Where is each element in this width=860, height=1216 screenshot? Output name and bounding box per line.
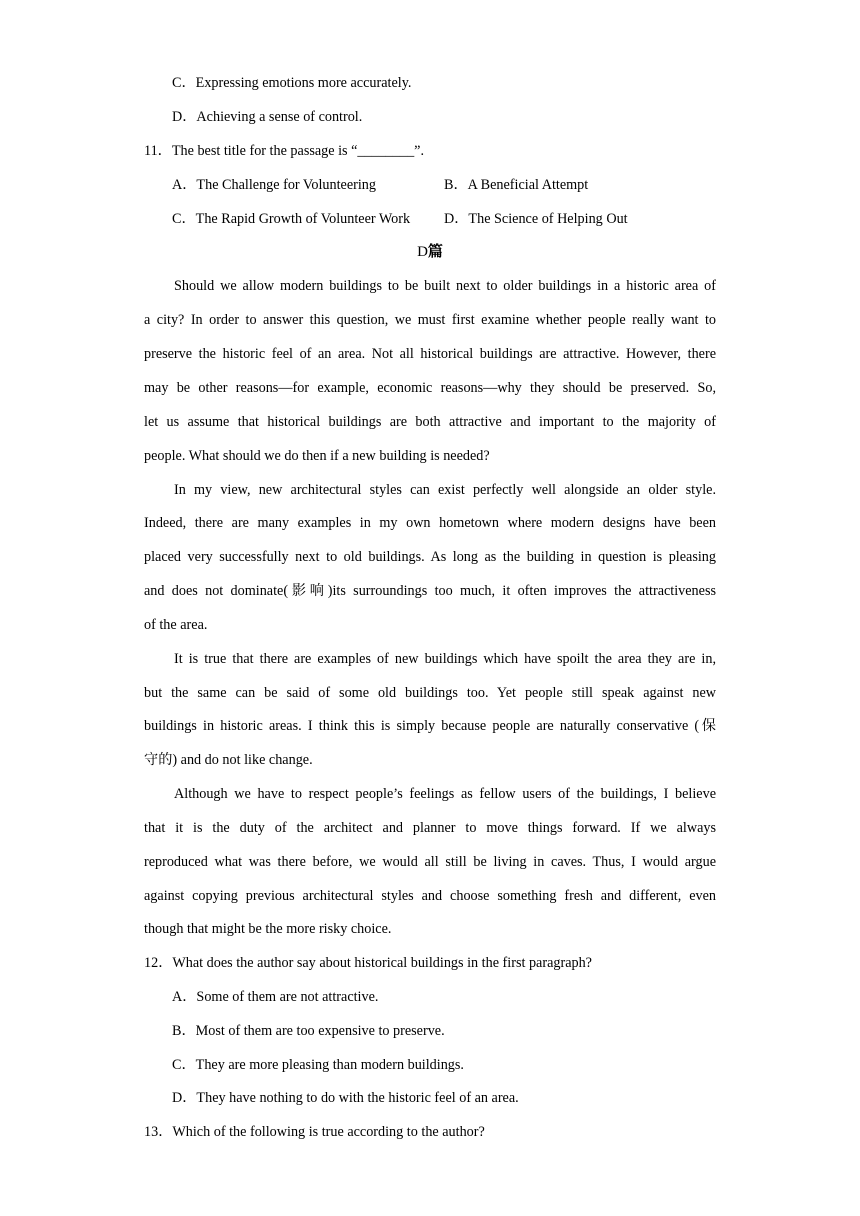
p1-line-6: people. What should we do then if a new building is needed? xyxy=(144,448,490,464)
p3-line-4: 守的) and do not like change. xyxy=(144,752,313,768)
p1-line-3: preserve the historic feel of an area. Not all historical buildings are attractive. However, there xyxy=(144,346,716,362)
p2-line-1: In my view, new architectural styles can exist perfectly well alongside an older style. xyxy=(174,482,716,498)
q12-option-b: B．Most of them are too expensive to preserve. xyxy=(172,1023,445,1039)
p1-line-1: Should we allow modern buildings to be built next to older buildings in a historic area of xyxy=(174,278,716,294)
p2-line-5: of the area. xyxy=(144,617,208,633)
q12-option-a: A．Some of them are not attractive. xyxy=(172,989,379,1005)
p1-line-5: let us assume that historical buildings are both attractive and important to the majority of xyxy=(144,414,716,430)
p4-line-3: reproduced what was there before, we would all still be living in caves. Thus, I would argue xyxy=(144,854,716,870)
q12-option-d: D．They have nothing to do with the historic feel of an area. xyxy=(172,1090,519,1106)
q10-option-c: C．Expressing emotions more accurately. xyxy=(172,75,412,91)
p3-line-1: It is true that there are examples of new buildings which have spoilt the area they are in, xyxy=(174,651,716,667)
q12-option-c: C．They are more pleasing than modern buildings. xyxy=(172,1057,464,1073)
p3-line-3: buildings in historic areas. I think this is simply because people are naturally conservative (保 xyxy=(144,718,716,734)
p4-line-4: against copying previous architectural styles and choose something fresh and different, even xyxy=(144,888,716,904)
p2-line-4: and does not dominate(影响)its surroundings too much, it often improves the attractiveness xyxy=(144,583,716,599)
q11-option-c: C．The Rapid Growth of Volunteer Work xyxy=(172,211,411,227)
section-heading: D篇 xyxy=(417,244,443,260)
p3-line-2: but the same can be said of some old buildings too. Yet people still speak against new xyxy=(144,685,716,701)
q11-option-d: D．The Science of Helping Out xyxy=(444,211,628,227)
p4-line-2: that it is the duty of the architect and planner to move things forward. If we always xyxy=(144,820,716,836)
p1-line-2: a city? In order to answer this question, we must first examine whether people really want to xyxy=(144,312,716,328)
q11-option-b: B．A Beneficial Attempt xyxy=(444,177,589,193)
q10-option-d: D．Achieving a sense of control. xyxy=(172,109,363,125)
q11-stem: 11．The best title for the passage is “________”. xyxy=(144,143,425,159)
p4-line-1: Although we have to respect people’s feelings as fellow users of the buildings, I believe xyxy=(174,786,716,802)
p2-line-3: placed very successfully next to old buildings. As long as the building in question is pleasing xyxy=(144,549,716,565)
p2-line-2: Indeed, there are many examples in my own hometown where modern designs have been xyxy=(144,515,716,531)
q11-option-a: A．The Challenge for Volunteering xyxy=(172,177,376,193)
p1-line-4: may be other reasons—for example, economic reasons—why they should be preserved. So, xyxy=(144,380,716,396)
p4-line-5: though that might be the more risky choice. xyxy=(144,921,392,937)
q13-stem: 13．Which of the following is true according to the author? xyxy=(144,1124,485,1140)
q12-stem: 12．What does the author say about historical buildings in the first paragraph? xyxy=(144,955,592,971)
